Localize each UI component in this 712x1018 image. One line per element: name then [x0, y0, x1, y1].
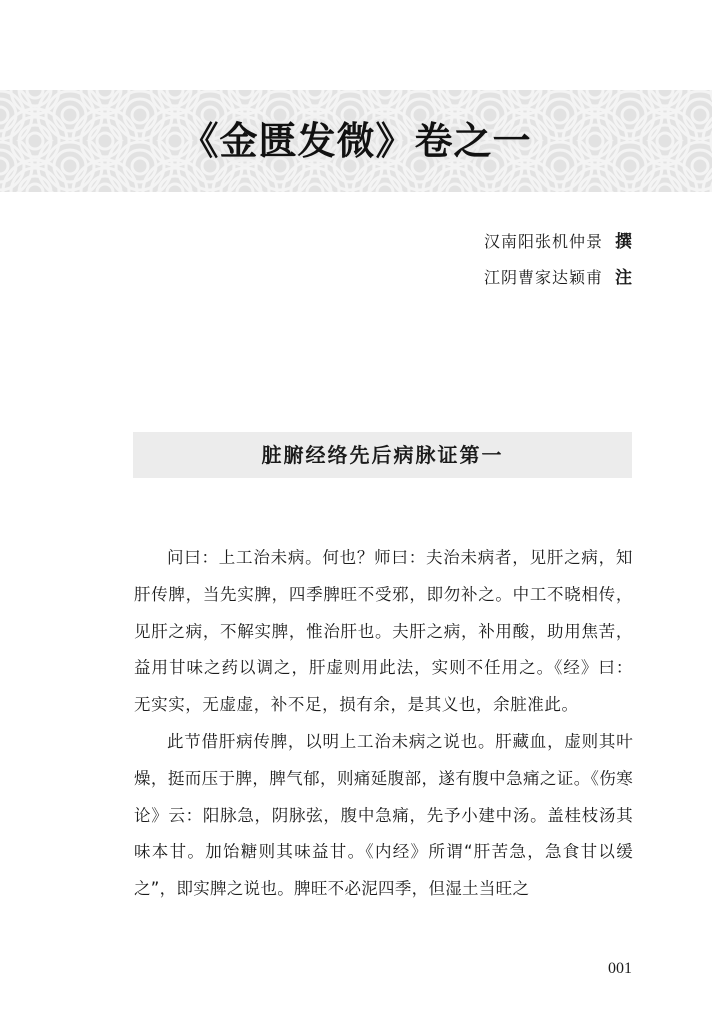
author-line-original [484, 224, 632, 260]
original-text-paragraph: 问曰：上工治未病。何也？师曰：夫治未病者，见肝之病，知肝传脾，当先实脾，四季脾旺不受邪，即勿补之。中工不晓相传，见肝之病，不解实脾，惟治肝也。夫肝之病，补用酸，助用焦苦，益用甘味之药以调之，肝虚则用此法，实则不任用之。《经》曰：无实实，无虚虚，补不足，损有余，是其义也，余脏准此。 [134, 548, 633, 715]
title-banner [0, 90, 712, 192]
author-line-annotator [484, 260, 632, 296]
page-number: 001 [608, 960, 632, 977]
author-credits [484, 224, 632, 296]
body-text [134, 540, 633, 908]
annotator-name: 江阴曹家达颖甫 [483, 268, 603, 287]
annotator-role: 注 [615, 268, 632, 288]
author-role: 撰 [615, 232, 632, 252]
author-name: 汉南阳张机仲景 [483, 232, 603, 251]
commentary-paragraph: 此节借肝病传脾，以明上工治未病之说也。肝藏血，虚则其叶燥，挺而压于脾，脾气郁，则痛延腹部，遂有腹中急痛之证。《伤寒论》云：阳脉急，阴脉弦，腹中急痛，先予小建中汤。盖桂枝汤其味本甘。加饴糖则其味益甘。《内经》所谓“肝苦急，急食甘以缓之”，即实脾之说也。脾旺不必泥四季，但湿土当旺之 [134, 731, 633, 899]
volume-title: 《金匮发微》卷之一 [180, 118, 532, 163]
chapter-heading: 脏腑经络先后病脉证第一 [133, 432, 632, 478]
